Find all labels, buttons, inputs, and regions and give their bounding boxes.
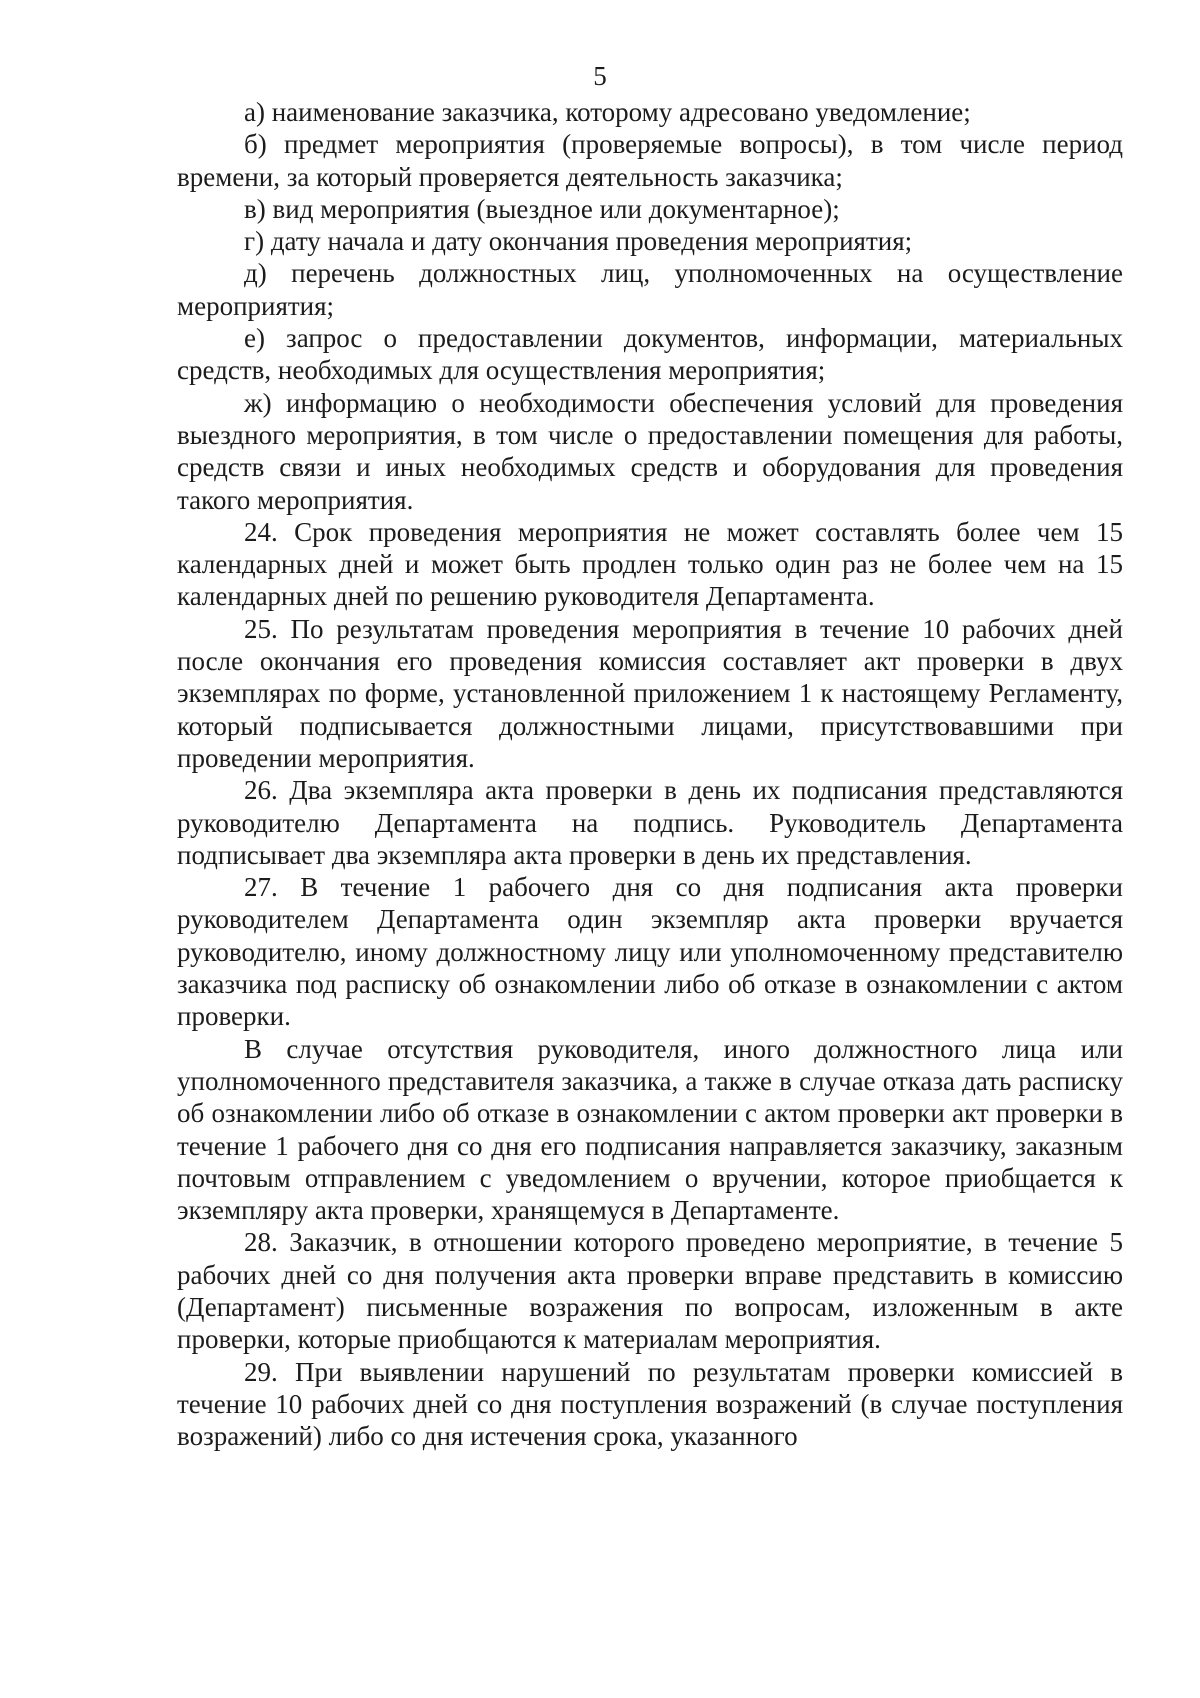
paragraph-item-zh: ж) информацию о необходимости обеспечения условий для проведения выездного мероприятия, в том числе о предоставлении помещения для работы, средств связи и иных необходимых средств и оборудования для проведения такого мероприятия. — [177, 387, 1123, 515]
paragraph-item-v: в) вид мероприятия (выездное или документарное); — [244, 193, 840, 224]
paragraph-item-g: г) дату начала и дату окончания проведения мероприятия; — [244, 226, 913, 257]
paragraph-27-continued: В случае отсутствия руководителя, иного должностного лица или уполномоченного представителя заказчика, а также в случае отказа дать расписку об ознакомлении либо об отказе в ознакомлении с актом проверки акт проверки в течение 1 рабочего дня со дня его подписания направляется заказчику, заказным почтовым отправлением с уведомлением о вручении, которое приобщается к экземпляру акта проверки, хранящемуся в Департаменте. — [177, 1033, 1123, 1226]
paragraph-item-e: е) запрос о предоставлении документов, информации, материальных средств, необходимых для осуществления мероприятия; — [177, 323, 1123, 386]
paragraph-25: 25. По результатам проведения мероприятия в течение 10 рабочих дней после окончания его проведения комиссия составляет акт проверки в двух экземплярах по форме, установленной приложением 1 к настоящему Регламенту, который подписывается должностными лицами, присутствовавшими при проведении мероприятия. — [177, 613, 1123, 773]
page-number: 5 — [593, 61, 607, 91]
paragraph-item-a: а) наименование заказчика, которому адресовано уведомление; — [244, 97, 971, 127]
paragraph-24: 24. Срок проведения мероприятия не может составлять более чем 15 календарных дней и может быть продлен только один раз не более чем на 15 календарных дней по решению руководителя Департамента. — [177, 516, 1123, 612]
document-body — [177, 96, 1123, 1452]
paragraph-28: 28. Заказчик, в отношении которого проведено мероприятие, в течение 5 рабочих дней со дня получения акта проверки вправе представить в комиссию (Департамент) письменные возражения по вопросам, изложенным в акте проверки, которые приобщаются к материалам мероприятия. — [177, 1227, 1123, 1355]
paragraph-27: 27. В течение 1 рабочего дня со дня подписания акта проверки руководителем Департамента один экземпляр акта проверки вручается руководителю, иному должностному лицу или уполномоченному представителю заказчика под расписку об ознакомлении либо об отказе в ознакомлении с актом проверки. — [177, 872, 1123, 1032]
paragraph-26: 26. Два экземпляра акта проверки в день их подписания представляются руководителю Департамента на подпись. Руководитель Департамента подписывает два экземпляра акта проверки в день их представления. — [177, 775, 1123, 870]
paragraph-29: 29. При выявлении нарушений по результатам проверки комиссией в течение 10 рабочих дней со дня поступления возражений (в случае поступления возражений) либо со дня истечения срока, указанного — [177, 1356, 1123, 1452]
paragraph-item-b: б) предмет мероприятия (проверяемые вопросы), в том числе период времени, за который проверяется деятельность заказчика; — [177, 129, 1123, 192]
paragraph-item-d: д) перечень должностных лиц, уполномоченных на осуществление мероприятия; — [177, 258, 1123, 321]
